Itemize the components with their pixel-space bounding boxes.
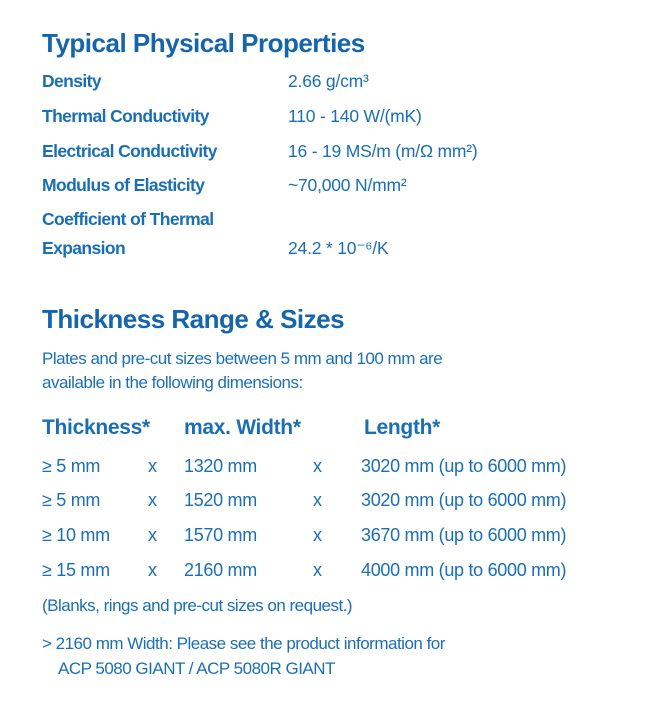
property-value: 110 - 140 W/(mK)	[288, 106, 422, 126]
length-header: Length*	[364, 416, 441, 439]
size-row	[42, 456, 622, 482]
sizes-intro	[42, 347, 602, 395]
separator: x	[148, 456, 157, 476]
length-cell: 3020 mm (up to 6000 mm)	[361, 490, 567, 510]
property-label: Density	[42, 71, 102, 91]
giant-footnote	[42, 631, 445, 681]
property-label: Electrical Conductivity	[42, 141, 217, 161]
separator: x	[148, 525, 157, 545]
property-value: 16 - 19 MS/m (m/Ω mm²)	[288, 141, 478, 161]
property-label-line1: Coefficient of Thermal	[42, 209, 214, 229]
length-cell: 3020 mm (up to 6000 mm)	[361, 456, 567, 476]
thickness-header: Thickness*	[42, 416, 150, 439]
width-header: max. Width*	[184, 416, 301, 439]
size-row	[42, 525, 622, 551]
separator: x	[313, 560, 322, 580]
physical-properties-title: Typical Physical Properties	[42, 28, 365, 58]
sizes-intro-line2: available in the following dimensions:	[42, 373, 303, 392]
thickness-cell: ≥ 15 mm	[42, 560, 110, 580]
width-cell: 1570 mm	[184, 525, 257, 545]
width-cell: 1520 mm	[184, 490, 257, 510]
footnote-line2: ACP 5080 GIANT / ACP 5080R GIANT	[58, 659, 335, 678]
length-cell: 3670 mm (up to 6000 mm)	[361, 525, 567, 545]
separator: x	[313, 490, 322, 510]
property-label-line2: Expansion	[42, 238, 126, 258]
sizes-intro-line1: Plates and pre-cut sizes between 5 mm and 100 mm are	[42, 349, 443, 368]
thickness-cell: ≥ 5 mm	[42, 456, 101, 476]
property-value: 24.2 * 10⁻⁶/K	[288, 238, 389, 258]
separator: x	[313, 525, 322, 545]
separator: x	[313, 456, 322, 476]
width-cell: 1320 mm	[184, 456, 257, 476]
size-row	[42, 490, 622, 516]
sizes-note: (Blanks, rings and pre-cut sizes on request.)	[42, 596, 353, 615]
separator: x	[148, 560, 157, 580]
thickness-sizes-title: Thickness Range & Sizes	[42, 304, 345, 334]
separator: x	[148, 490, 157, 510]
thickness-cell: ≥ 5 mm	[42, 490, 101, 510]
length-cell: 4000 mm (up to 6000 mm)	[361, 560, 567, 580]
property-label: Thermal Conductivity	[42, 106, 209, 126]
size-row	[42, 560, 622, 586]
footnote-line1: > 2160 mm Width: Please see the product information for	[42, 634, 445, 653]
property-label: Modulus of Elasticity	[42, 175, 205, 195]
width-cell: 2160 mm	[184, 560, 257, 580]
property-value: 2.66 g/cm³	[288, 71, 369, 91]
property-value: ~70,000 N/mm²	[288, 175, 407, 195]
property-row-thermal-expansion	[42, 208, 622, 264]
thickness-cell: ≥ 10 mm	[42, 525, 110, 545]
